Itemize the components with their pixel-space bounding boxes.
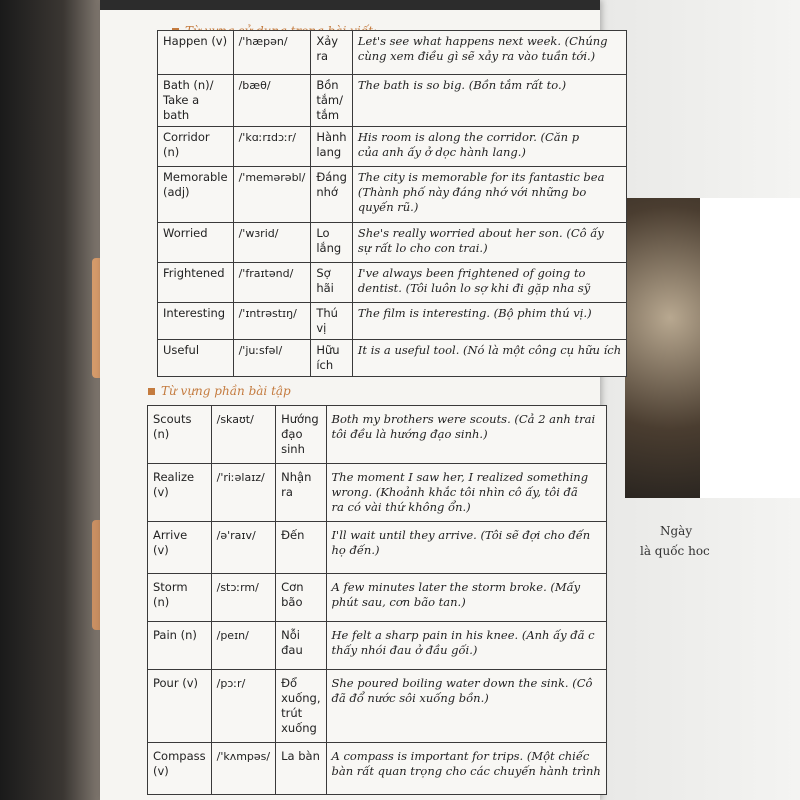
cell-example <box>326 670 606 743</box>
table-row <box>148 406 607 464</box>
cell-example <box>352 263 626 303</box>
section2-heading <box>148 384 291 398</box>
cell-example <box>352 31 626 75</box>
cell-word: Bath (n)/ Take a bath <box>158 75 234 127</box>
bullet-icon <box>148 388 155 395</box>
cell-meaning: Sợ hãi <box>311 263 353 303</box>
cell-word: Pour (v) <box>148 670 212 743</box>
right-caption-line2: là quốc hoc <box>640 544 710 558</box>
page-top-edge <box>100 0 600 10</box>
table-row <box>158 127 627 167</box>
cell-example <box>326 406 606 464</box>
example-line: Let's see what happens next week. (Chúng <box>357 34 608 48</box>
example-line: A compass is important for trips. (Một chiếc <box>331 749 590 763</box>
vocab-table-exercise <box>147 405 607 795</box>
example-line: quyến rũ.) <box>357 200 419 214</box>
example-line: sự rất lo cho con trai.) <box>357 241 488 255</box>
right-caption-line1: Ngày <box>660 524 693 538</box>
cell-ipa: /ə'raɪv/ <box>211 522 276 574</box>
cell-example <box>352 223 626 263</box>
cell-word: Realize (v) <box>148 464 212 522</box>
cell-word: Useful <box>158 340 234 377</box>
cell-ipa: /peɪn/ <box>211 622 276 670</box>
table-row <box>158 31 627 75</box>
cell-meaning: Đổ xuống, trút xuống <box>276 670 326 743</box>
cell-ipa: /'kʌmpəs/ <box>211 743 276 795</box>
example-line: She poured boiling water down the sink. (Cô <box>331 676 593 690</box>
cell-meaning: Nỗi đau <box>276 622 326 670</box>
cell-example <box>352 303 626 340</box>
section2-title: Từ vựng phần bài tập <box>161 384 291 398</box>
cell-meaning: Nhận ra <box>276 464 326 522</box>
cell-word: Compass (v) <box>148 743 212 795</box>
cell-ipa: /'memərəbl/ <box>233 167 311 223</box>
example-line: Both my brothers were scouts. (Cả 2 anh trai <box>331 412 596 426</box>
cell-word: Arrive (v) <box>148 522 212 574</box>
cell-ipa: /'ɪntrəstɪŋ/ <box>233 303 311 340</box>
example-line: I've always been frightened of going to <box>357 266 586 280</box>
cell-ipa: /'hæpən/ <box>233 31 311 75</box>
cell-ipa: /'riːəlaɪz/ <box>211 464 276 522</box>
cell-meaning: Bồn tắm/ tắm <box>311 75 353 127</box>
example-line: bàn rất quan trọng cho các chuyến hành trình <box>331 764 601 778</box>
cell-meaning: Lo lắng <box>311 223 353 263</box>
cell-meaning: Xảy ra <box>311 31 353 75</box>
cell-example <box>326 743 606 795</box>
cell-ipa: /stɔːrm/ <box>211 574 276 622</box>
example-line: He felt a sharp pain in his knee. (Anh ấy đã c <box>331 628 595 642</box>
example-line: ra có vài thứ không ổn.) <box>331 500 471 514</box>
cell-ipa: /skaʊt/ <box>211 406 276 464</box>
table-row <box>148 464 607 522</box>
table-row <box>158 303 627 340</box>
cell-ipa: /bæθ/ <box>233 75 311 127</box>
book-page <box>100 0 622 800</box>
example-line: I'll wait until they arrive. (Tôi sẽ đợi cho đến <box>331 528 591 542</box>
cell-meaning: Thú vị <box>311 303 353 340</box>
cell-word: Storm (n) <box>148 574 212 622</box>
cell-ipa: /'juːsfəl/ <box>233 340 311 377</box>
example-line: The moment I saw her, I realized something <box>331 470 589 484</box>
example-line: tôi đều là hướng đạo sinh.) <box>331 427 488 441</box>
book-left-edge <box>0 0 105 800</box>
table-row <box>148 622 607 670</box>
example-line: It is a useful tool. (Nó là một công cụ hữu ích <box>357 343 622 357</box>
cell-meaning: Hữu ích <box>311 340 353 377</box>
cell-word: Corridor (n) <box>158 127 234 167</box>
table-row <box>148 743 607 795</box>
right-page-blank <box>700 198 800 498</box>
table-row <box>158 223 627 263</box>
cell-ipa: /'kɑːrɪdɔːr/ <box>233 127 311 167</box>
table-row <box>158 340 627 377</box>
example-line: A few minutes later the storm broke. (Mấy <box>331 580 581 594</box>
example-line: The film is interesting. (Bộ phim thú vị.) <box>357 306 592 320</box>
right-page-photo <box>625 198 700 498</box>
example-line: wrong. (Khoảnh khắc tôi nhìn cô ấy, tôi đã <box>331 485 578 499</box>
example-line: The city is memorable for its fantastic bea <box>357 170 605 184</box>
example-line: của anh ấy ở dọc hành lang.) <box>357 145 526 159</box>
example-line: thấy nhói đau ở đầu gối.) <box>331 643 478 657</box>
example-line: họ đến.) <box>331 543 380 557</box>
cell-word: Happen (v) <box>158 31 234 75</box>
table-row <box>148 670 607 743</box>
cell-word: Pain (n) <box>148 622 212 670</box>
example-line: đã đổ nước sôi xuống bồn.) <box>331 691 489 705</box>
example-line: The bath is so big. (Bồn tắm rất to.) <box>357 78 567 92</box>
example-line: (Thành phố này đáng nhớ với những bo <box>357 185 587 199</box>
table-row <box>148 574 607 622</box>
cell-meaning: Đến <box>276 522 326 574</box>
table-row <box>148 522 607 574</box>
table-row <box>158 167 627 223</box>
cell-word: Memorable (adj) <box>158 167 234 223</box>
cell-word: Frightened <box>158 263 234 303</box>
cell-meaning: Hướng đạo sinh <box>276 406 326 464</box>
cell-example <box>326 622 606 670</box>
table-row <box>158 263 627 303</box>
cell-meaning: Đáng nhớ <box>311 167 353 223</box>
cell-meaning: Cơn bão <box>276 574 326 622</box>
cell-example <box>352 75 626 127</box>
cell-example <box>326 522 606 574</box>
cell-word: Worried <box>158 223 234 263</box>
cell-example <box>352 340 626 377</box>
table-row <box>158 75 627 127</box>
cell-example <box>326 574 606 622</box>
cell-meaning: Hành lang <box>311 127 353 167</box>
cell-example <box>352 127 626 167</box>
example-line: phút sau, cơn bão tan.) <box>331 595 466 609</box>
cell-word: Interesting <box>158 303 234 340</box>
example-line: She's really worried about her son. (Cô ấy <box>357 226 604 240</box>
cell-example <box>352 167 626 223</box>
cell-meaning: La bàn <box>276 743 326 795</box>
cell-word: Scouts (n) <box>148 406 212 464</box>
example-line: cùng xem điều gì sẽ xảy ra vào tuần tới.) <box>357 49 596 63</box>
vocab-table-article <box>157 30 627 377</box>
cell-example <box>326 464 606 522</box>
cell-ipa: /'fraɪtənd/ <box>233 263 311 303</box>
cell-ipa: /'wɜrid/ <box>233 223 311 263</box>
example-line: dentist. (Tôi luôn lo sợ khi đi gặp nha sỹ <box>357 281 591 295</box>
example-line: His room is along the corridor. (Căn p <box>357 130 580 144</box>
cell-ipa: /pɔːr/ <box>211 670 276 743</box>
